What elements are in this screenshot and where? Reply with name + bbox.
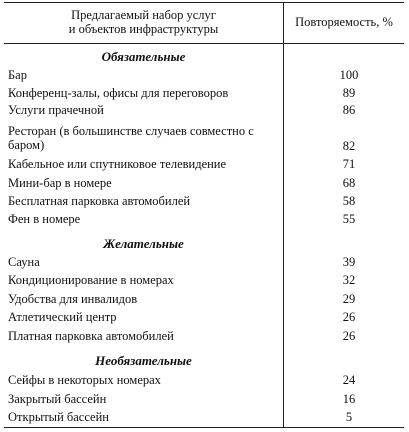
row-name: Открытый бассейн xyxy=(8,410,109,424)
row-name: Кондиционирование в номерах xyxy=(8,273,174,287)
row-value: 100 xyxy=(339,68,359,82)
row-name: Сауна xyxy=(8,255,40,269)
row-value: 86 xyxy=(342,103,356,117)
row-name: Атлетический центр xyxy=(8,310,117,324)
row-name: Конференц-залы, офисы для переговоров xyxy=(8,86,229,100)
row-name: Бар xyxy=(8,68,27,82)
header-services-line-1: Предлагаемый набор услуг xyxy=(71,8,216,22)
row-name: Сейфы в некоторых номерах xyxy=(8,373,161,387)
row-value: 16 xyxy=(342,392,356,406)
row-value: 24 xyxy=(342,373,356,387)
row-name: Бесплатная парковка автомобилей xyxy=(8,194,191,208)
row-value: 5 xyxy=(345,410,353,424)
row-value: 82 xyxy=(342,139,356,153)
header-services-column xyxy=(4,8,283,36)
row-value: 55 xyxy=(342,212,356,226)
row-value: 32 xyxy=(342,273,356,287)
row-name: Платная парковка автомобилей xyxy=(8,329,174,343)
header-services-line-2: и объектов инфраструктуры xyxy=(68,22,219,36)
row-value: 58 xyxy=(342,194,356,208)
row-name: Ресторан (в большинстве случаев совместно с баром) xyxy=(8,124,254,152)
row-value: 26 xyxy=(342,310,356,324)
row-value: 39 xyxy=(342,255,356,269)
row-value: 68 xyxy=(342,176,356,190)
services-table xyxy=(4,2,404,428)
section-title-optional: Необязательные xyxy=(95,353,192,368)
row-value: 71 xyxy=(342,157,356,171)
row-name: Услуги прачечной xyxy=(8,103,104,117)
section-title-mandatory: Обязательные xyxy=(101,49,186,64)
row-value: 29 xyxy=(342,292,356,306)
row-name: Закрытый бассейн xyxy=(8,392,107,406)
section-title-desirable: Желательные xyxy=(103,236,184,251)
row-name: Кабельное или спутниковое телевидение xyxy=(8,157,227,171)
row-name: Удобства для инвалидов xyxy=(8,292,138,306)
header-frequency-column: Повторяемость, % xyxy=(295,15,393,29)
row-value: 89 xyxy=(342,86,356,100)
table-header xyxy=(4,3,404,44)
row-name: Фен в номере xyxy=(8,212,81,226)
row-value: 26 xyxy=(342,329,356,343)
row-name: Мини-бар в номере xyxy=(8,176,112,190)
